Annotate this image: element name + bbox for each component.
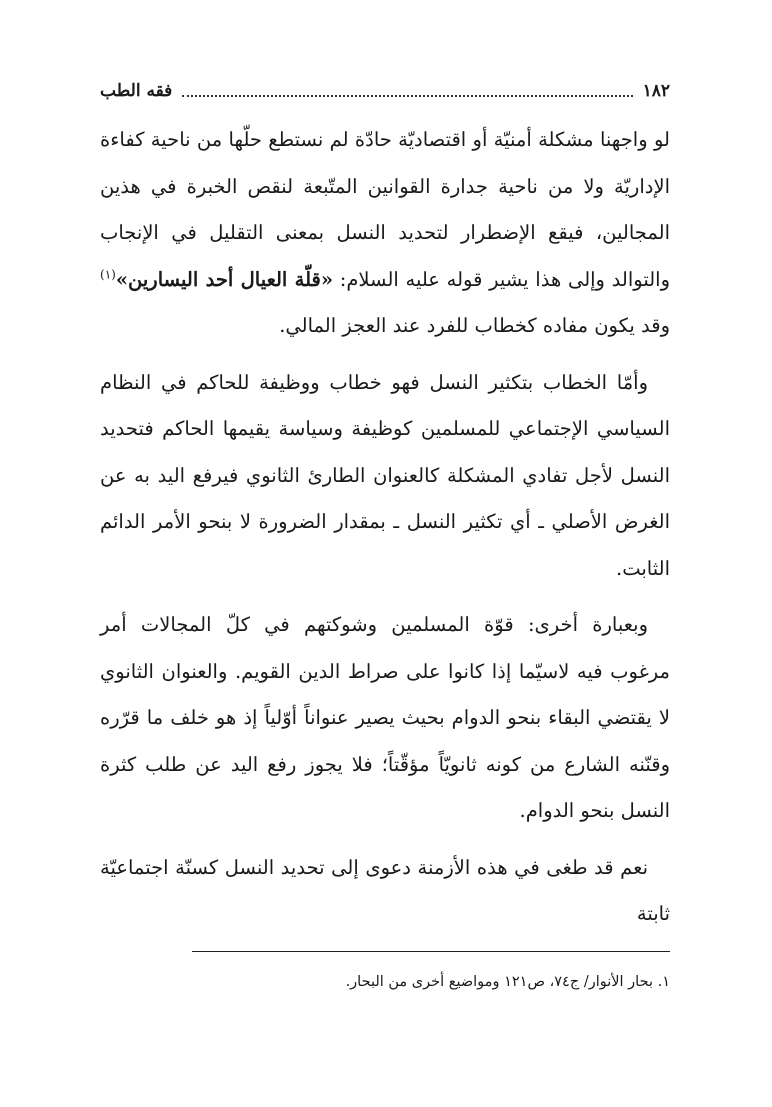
footnote-marker: (١) — [100, 267, 116, 281]
footnote-separator — [192, 951, 670, 952]
footnote: ١. بحار الأنوار/ ج٧٤، ص١٢١ ومواضيع أخرى من البحار. — [345, 974, 670, 990]
running-header — [100, 72, 670, 102]
paragraph-3: وبعبارة أخرى: قوّة المسلمين وشوكتهم في كلّ المجالات أمر مرغوب فيه لاسيّما إذا كانوا على صراط الدين القويم. والعنوان الثانوي لا يقتضي البقاء بنحو الدوام بحيث يصير عنواناً أوّلياً إذ هو خلف ما قرّره وقنّنه الشارع من كونه ثانويّاً مؤقّتاً؛ فلا يجوز رفع اليد عن طلب كثرة النسل بنحو الدوام. — [100, 613, 670, 822]
paragraph-1-text-end: وقد يكون مفاده كخطاب للفرد عند العجز المالي. — [279, 314, 670, 337]
book-title: فقه الطب — [100, 81, 173, 101]
paragraph-1-text-start: لو واجهنا مشكلة أمنيّة أو اقتصاديّة حادّة لم نستطع حلّها من ناحية كفاءة الإداريّة ولا من ناحية جدارة القوانين المتّبعة لنقص الخبرة في هذين المجالين، فيقع الإضطرار لتحديد النسل بمعنى التقليل في الإنجاب والتوالد وإلى هذا يشير قوله عليه السلام: — [100, 128, 670, 291]
page-number: ١٨٢ — [642, 81, 670, 101]
paragraph-1 — [100, 117, 670, 350]
paragraph-2: وأمّا الخطاب بتكثير النسل فهو خطاب ووظيفة للحاكم في النظام السياسي الإجتماعي للمسلمين كوظيفة وسياسة يقيمها الحاكم فتحديد النسل لأجل تفادي المشكلة كالعنوان الطارئ الثانوي فيرفع اليد به عن الغرض الأصلي ـ أي تكثير النسل ـ بمقدار الضرورة لا بنحو الأمر الدائم الثابت. — [100, 370, 670, 580]
dotted-leader — [182, 94, 632, 97]
hadith-quote: «قلّة العيال أحد اليسارين» — [115, 267, 334, 291]
paragraph-4: نعم قد طغى في هذه الأزمنة دعوى إلى تحديد النسل كسنّة اجتماعيّة ثابتة — [100, 855, 670, 925]
body-text — [100, 117, 670, 938]
